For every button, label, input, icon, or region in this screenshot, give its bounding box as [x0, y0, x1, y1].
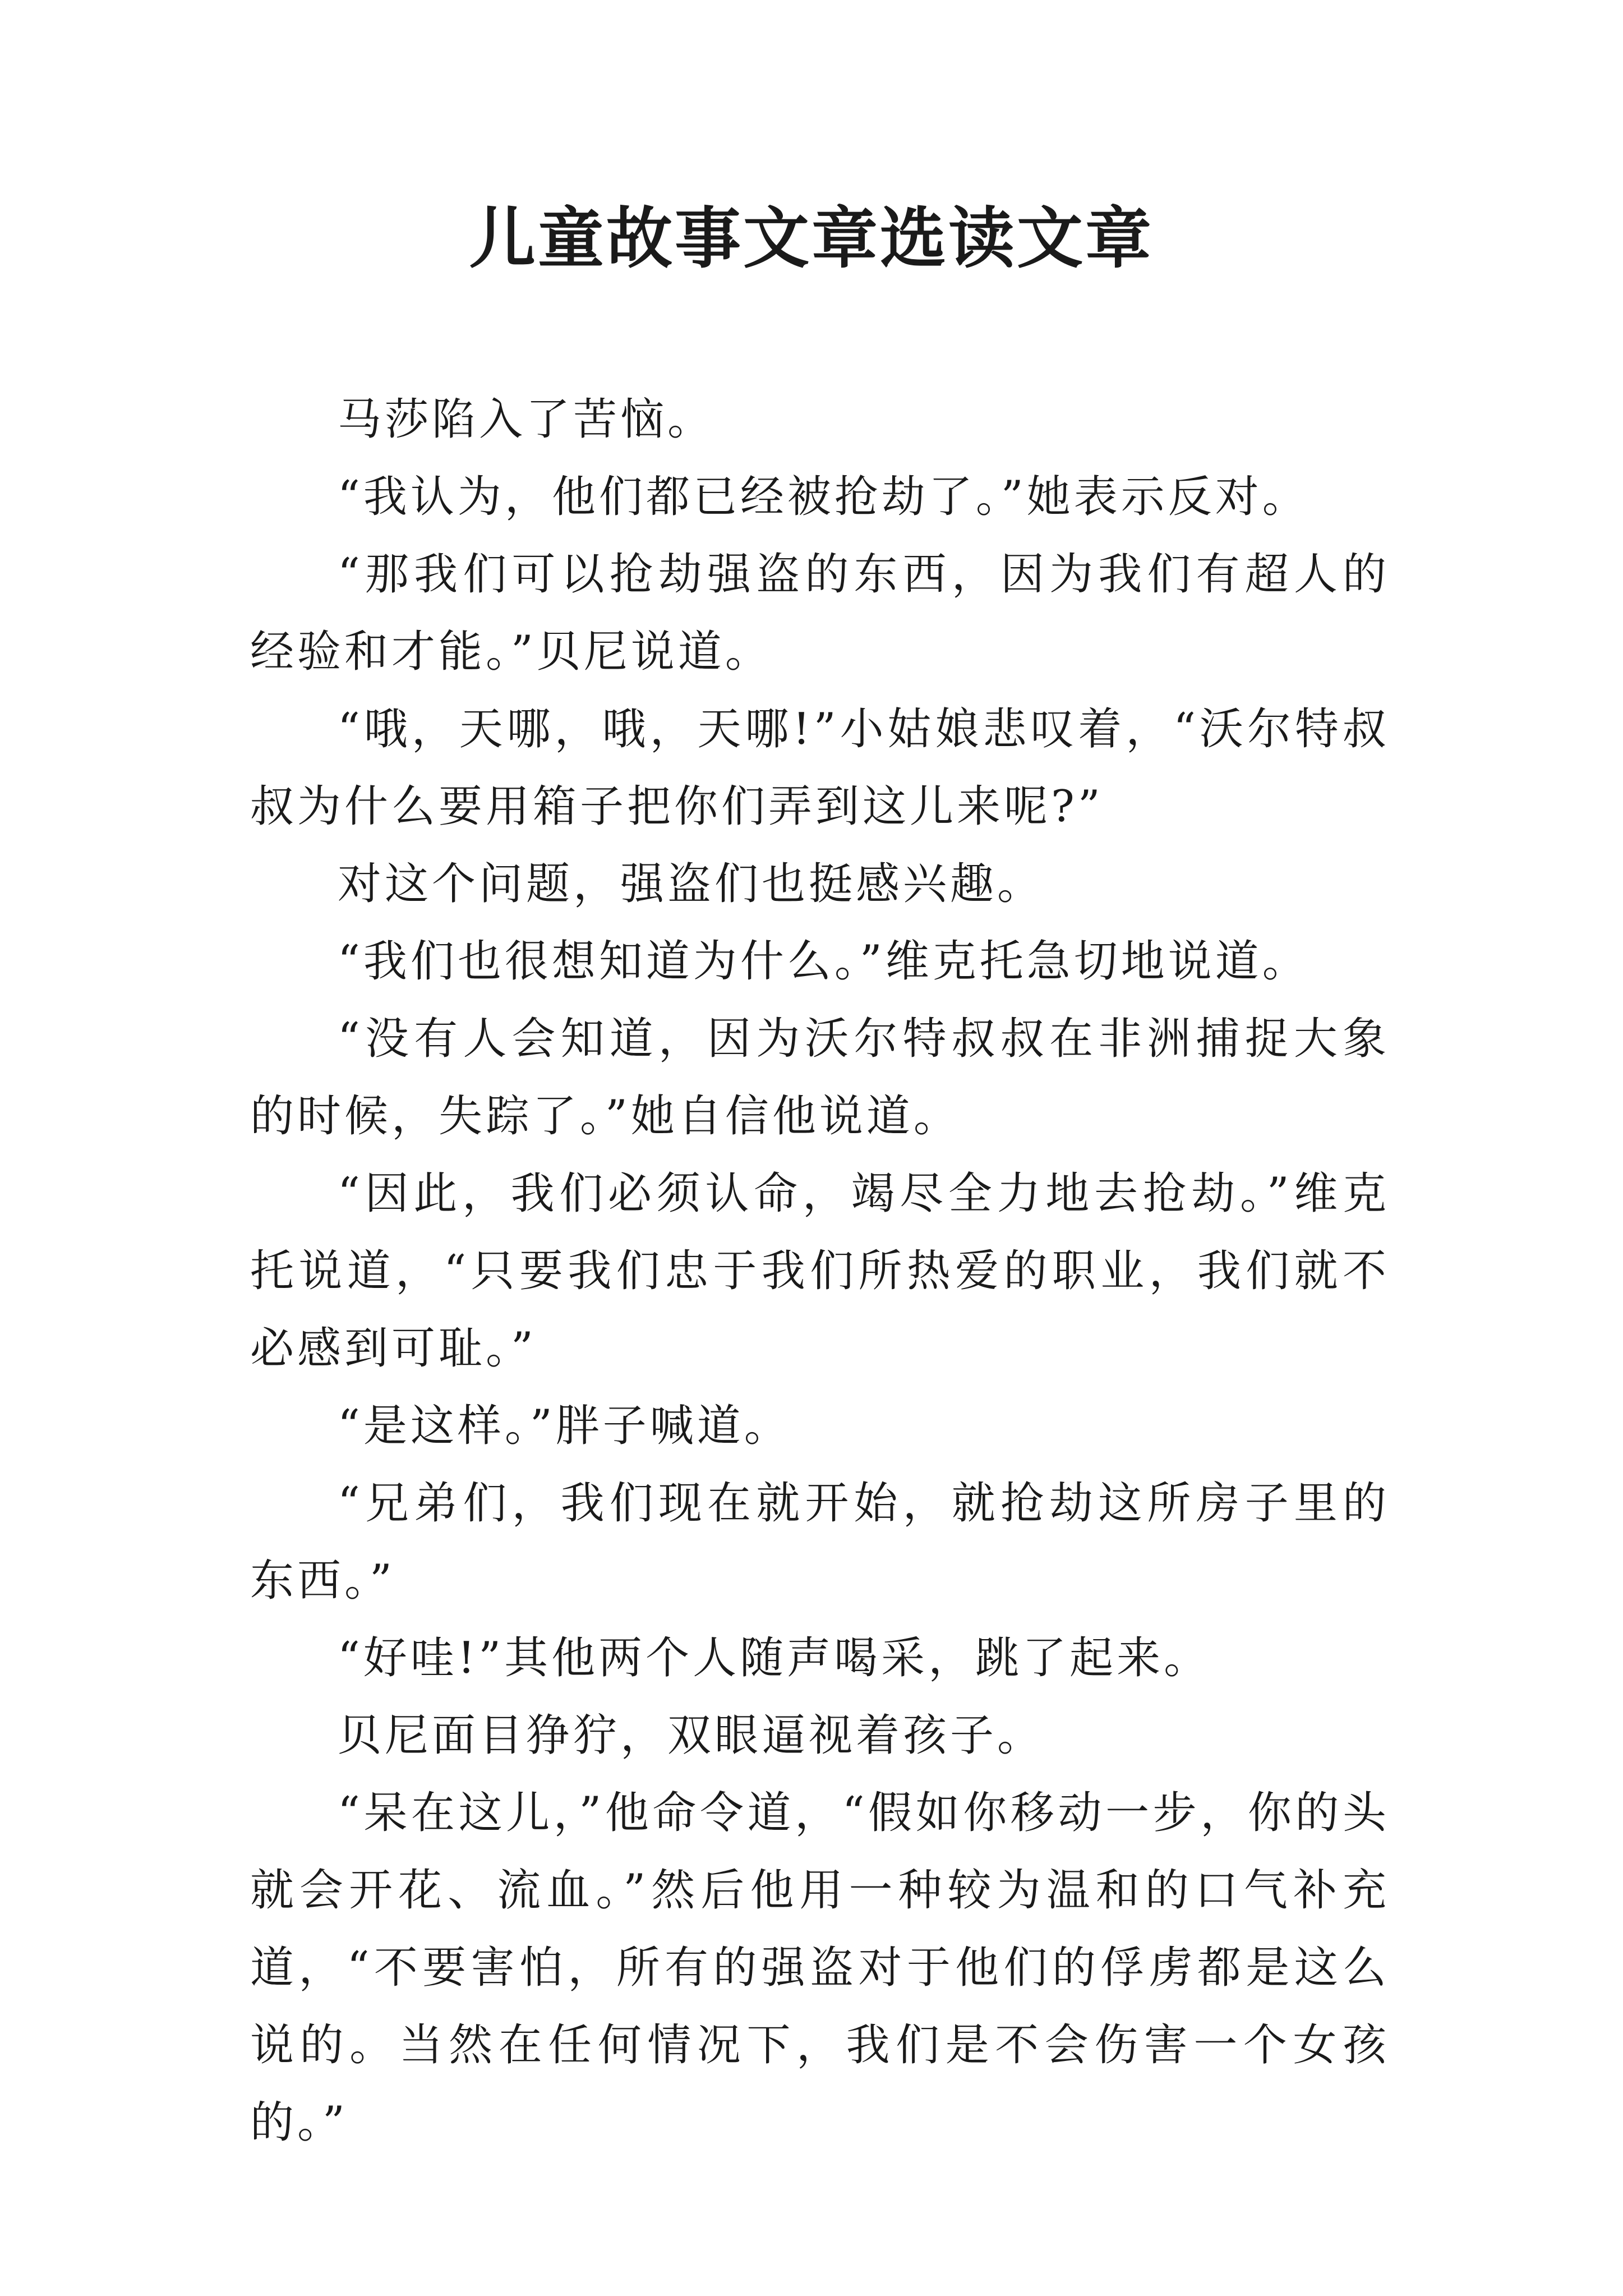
- paragraph: “哦，天哪，哦，天哪!”小姑娘悲叹着，“沃尔特叔叔为什么要用箱子把你们弄到这儿来呢?”: [250, 704, 1390, 832]
- paragraph: “我们也很想知道为什么。”维克托急切地说道。: [338, 936, 1310, 987]
- story-body: [250, 381, 1390, 2161]
- document-title: 儿童故事文章选读文章: [469, 199, 1154, 277]
- paragraph: “那我们可以抢劫强盗的东西，因为我们有超人的经验和才能。”贝尼说道。: [250, 549, 1390, 677]
- paragraph: “兄弟们，我们现在就开始，就抢劫这所房子里的东西。”: [250, 1478, 1390, 1606]
- paragraph: 贝尼面目狰狞，双眼逼视着孩子。: [338, 1710, 1045, 1761]
- paragraph: “好哇!”其他两个人随声喝采，跳了起来。: [338, 1633, 1211, 1683]
- paragraph: “是这样。”胖子喊道。: [338, 1401, 791, 1451]
- paragraph: 马莎陷入了苦恼。: [338, 394, 715, 445]
- paragraph: “呆在这儿，”他命令道，“假如你移动一步，你的头就会开花、流血。”然后他用一种较为温和的口气补充道，“不要害怕，所有的强盗对于他们的俘虏都是这么说的。当然在任何情况下，我们是不会伤害一个女孩的。”: [250, 1788, 1390, 2148]
- paragraph: “我认为，他们都已经被抢劫了。”她表示反对。: [338, 472, 1310, 522]
- paragraph: “因此，我们必须认命，竭尽全力地去抢劫。”维克托说道，“只要我们忠于我们所热爱的职业，我们就不必感到可耻。”: [250, 1168, 1390, 1374]
- paragraph: 对这个问题，强盗们也挺感兴趣。: [338, 859, 1045, 909]
- paragraph: “没有人会知道，因为沃尔特叔叔在非洲捕捉大象的时候，失踪了。”她自信他说道。: [250, 1014, 1390, 1142]
